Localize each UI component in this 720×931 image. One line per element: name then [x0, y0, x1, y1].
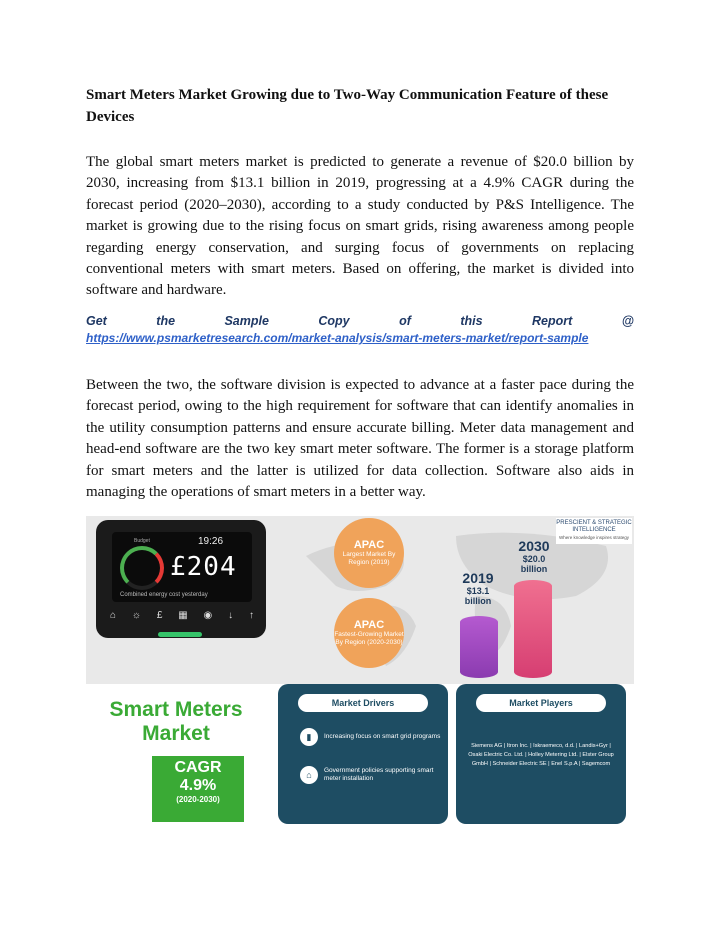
market-title-line2: Market: [142, 722, 210, 745]
bar-value: $20.0: [522, 554, 546, 564]
revenue-bar-2030: [514, 580, 552, 678]
logo-line1: PRESCIENT & STRATEGIC: [556, 520, 632, 526]
panel-heading: Market Drivers: [298, 694, 428, 712]
driver-text: Increasing focus on smart grid programs: [324, 733, 441, 740]
cta-word: @: [621, 314, 634, 328]
badge-subtitle: Fastest-Growing Market By Region (2020-2030): [334, 631, 404, 646]
meter-caption: Combined energy cost yesterday: [120, 592, 208, 598]
sample-request: [86, 313, 634, 347]
cta-word: this: [460, 314, 483, 328]
meter-screen: [112, 532, 252, 602]
logo-line2: INTELLIGENCE: [572, 527, 616, 533]
article-title: Smart Meters Market Growing due to Two-Way Communication Feature of these Devices: [86, 87, 609, 125]
bar-chart-icon: ▮: [300, 728, 318, 746]
market-title-line1: Smart Meters: [109, 698, 243, 721]
bar-year: 2019: [462, 570, 494, 586]
meter-keys: [110, 610, 254, 621]
cta-word: of: [399, 314, 411, 328]
bar-label-2019: [448, 570, 508, 606]
down-arrow-icon: ↓: [228, 610, 234, 621]
cta-word: Get: [86, 314, 107, 328]
driver-item: [300, 728, 440, 746]
bar-label-2030: [504, 538, 564, 574]
cta-word: the: [156, 314, 176, 328]
flame-gauge-icon: [120, 546, 164, 590]
bar-unit: billion: [464, 596, 492, 606]
infographic: [86, 516, 634, 828]
revenue-bar-2019: [460, 616, 498, 678]
cta-word: Report: [531, 314, 573, 328]
logo-tagline: Where knowledge inspires strategy: [558, 535, 630, 540]
paragraph-software: Between the two, the software division is expected to advance at a faster pace during the forecast period, owing to the high requirement for software that can identify anomalies in the utility consumption patterns and ensure accurate billing. Meter data management and head-end software are the two key smart meter software. The former is a storage platform for smart meters and the latter is utilized for data collection. Software also aids in managing the operations of smart meters in a better way.: [86, 377, 634, 501]
badge-title: APAC: [353, 619, 385, 631]
panel-heading: Market Players: [476, 694, 606, 712]
badge-subtitle: Largest Market By Region (2019): [342, 551, 396, 566]
market-drivers-panel: [278, 684, 448, 824]
meter-status-strip: [158, 632, 202, 637]
up-arrow-icon: ↑: [248, 610, 254, 621]
home-icon: ⌂: [110, 610, 117, 621]
cagr-label: CAGR: [174, 759, 222, 776]
meter-amount: £204: [170, 552, 237, 582]
cagr-value: 4.9%: [179, 777, 217, 794]
cagr-box: [152, 756, 244, 822]
market-title: [96, 698, 256, 746]
bar-unit: billion: [520, 564, 548, 574]
players-list: Siemens AG | Itron Inc. | Iskraemeco, d.d. | Landis+Gyr | Osaki Electric Co. Ltd. | Holley Metering Ltd. | Elster Group GmbH | Schneider Electric SE | Enel S.p.A | Sagemcom: [468, 743, 614, 767]
driver-text: Government policies supporting smart meter installation: [324, 767, 434, 782]
badge-title: APAC: [353, 539, 385, 551]
apac-largest-badge: [334, 518, 404, 588]
pound-icon: £: [156, 610, 163, 621]
meter-budget-label: Budget: [134, 538, 150, 544]
government-building-icon: ⌂: [300, 766, 318, 784]
smart-meter-device: [96, 520, 266, 638]
apac-fastest-badge: [334, 598, 404, 668]
cta-text: [86, 313, 634, 330]
bulb-icon: ☼: [131, 610, 142, 621]
cta-word: Copy: [318, 314, 350, 328]
report-sample-link[interactable]: https://www.psmarketresearch.com/market-analysis/smart-meters-market/report-sample: [86, 331, 589, 345]
bar-value: $13.1: [466, 586, 490, 596]
ps-intelligence-logo: [556, 518, 632, 544]
cagr-period: (2020-2030): [176, 795, 220, 804]
meter-clock: 19:26: [198, 536, 224, 547]
market-players-panel: [456, 684, 626, 824]
bar-year: 2030: [518, 538, 550, 554]
cta-word: Sample: [224, 314, 269, 328]
calendar-icon: ▦: [178, 610, 188, 621]
paragraph-intro: The global smart meters market is predicted to generate a revenue of $20.0 billion by 2030, increasing from $13.1 billion in 2019, progressing at a 4.9% CAGR during the forecast period (2020–2030), according to a study conducted by P&S Intelligence. The market is growing due to the rising focus on smart grids, rising awareness among people regarding energy conservation, and surging focus of governments on replacing conventional meters with smart meters. Based on offering, the market is divided into software and hardware.: [86, 154, 634, 299]
eco-icon: ◉: [203, 610, 213, 621]
driver-item: [300, 766, 448, 784]
